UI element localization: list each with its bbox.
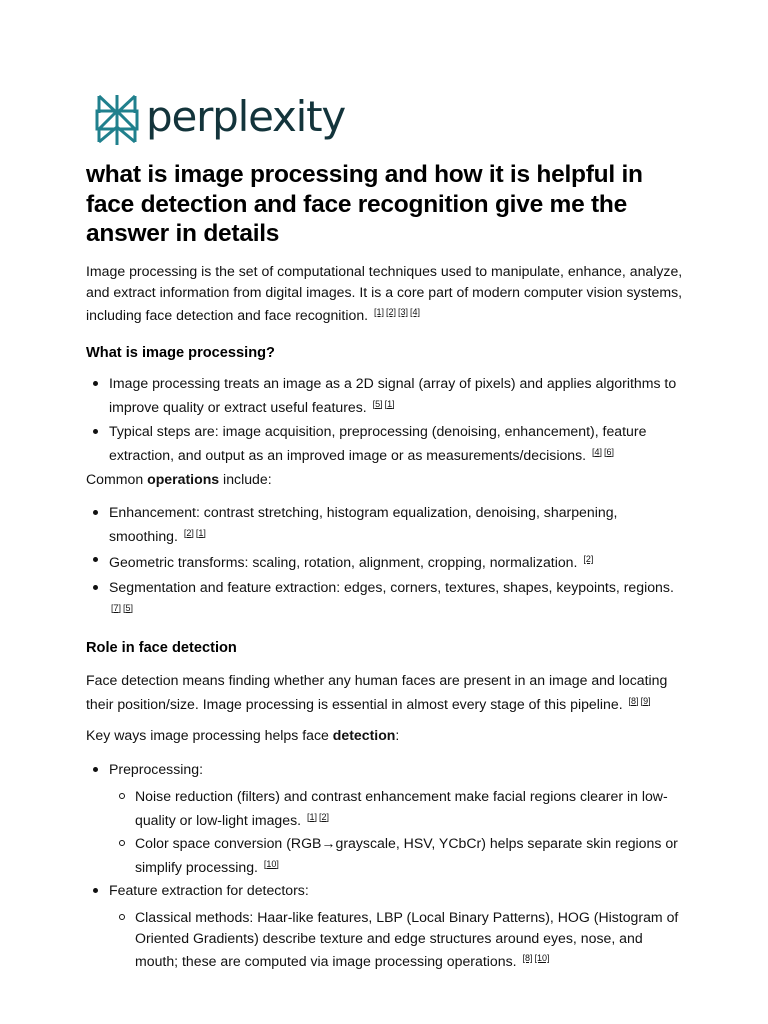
sub-list-item <box>135 907 685 972</box>
question-title: what is image processing and how it is helpful in face detection and face recognition give me the answer in details <box>86 161 643 247</box>
bullet-icon <box>93 888 98 893</box>
bullet-icon <box>93 381 98 386</box>
operations-intro-suffix: include: <box>219 471 272 487</box>
brand-wordmark: perplexity <box>146 92 346 141</box>
list-item <box>109 577 689 621</box>
citation-link[interactable]: [2] <box>386 307 397 317</box>
citation-link[interactable]: [8] <box>628 695 639 706</box>
key-ways-text: Key ways image processing helps face <box>86 727 333 743</box>
bullet-icon <box>93 557 98 562</box>
citation-link[interactable]: [4] <box>410 307 421 317</box>
citation-link[interactable]: [1] <box>374 307 385 317</box>
list-item <box>109 880 689 901</box>
list-item <box>109 759 689 780</box>
list-item <box>109 549 689 573</box>
operations-intro-text: Common <box>86 471 148 487</box>
bullet-icon <box>93 585 98 590</box>
list-item-text: Preprocessing: <box>109 761 204 777</box>
citation-link[interactable]: [10] <box>534 953 550 963</box>
citation-link[interactable]: [5] <box>372 398 383 409</box>
key-ways-intro <box>86 725 686 746</box>
citation-link[interactable]: [5] <box>123 602 134 613</box>
citation-link[interactable]: [2] <box>583 554 594 564</box>
bullet-icon <box>93 510 98 515</box>
operations-intro <box>86 469 686 490</box>
citation-link[interactable]: [1] <box>384 398 395 409</box>
face-detection-paragraph <box>86 670 686 714</box>
section-heading-face-detection: Role in face detection <box>86 640 237 656</box>
intro-text: Image processing is the set of computational techniques used to manipulate, enhance, analyze, and extract information from digital images. It is a core part of modern computer vision systems, including face detection and face recognition. <box>86 263 683 323</box>
bullet-icon <box>93 429 98 434</box>
list-item-text: Enhancement: contrast stretching, histogram equalization, denoising, sharpening, smoothing. <box>109 504 618 544</box>
list-item <box>109 421 689 465</box>
list-item-text: Feature extraction for detectors: <box>109 882 309 898</box>
list-item-text: Typical steps are: image acquisition, preprocessing (denoising, enhancement), feature extraction, and output as an improved image or as measurements/decisions. <box>109 423 647 463</box>
citation-link[interactable]: [10] <box>263 858 279 869</box>
citation-link[interactable]: [2] <box>319 811 330 822</box>
perplexity-logo <box>94 93 345 147</box>
intro-paragraph <box>86 261 686 326</box>
key-ways-bold: detection <box>332 727 396 743</box>
list-item-text: Classical methods: Haar-like features, LBP (Local Binary Patterns), HOG (Histogram of Oriented Gradients) describe texture and edge structures around eyes, nose, and mouth; these are computed via image processing operations. <box>135 909 679 969</box>
citation-link[interactable]: [6] <box>604 446 615 457</box>
perplexity-mark-icon <box>94 93 140 147</box>
circle-bullet-icon <box>119 914 125 920</box>
list-item-text: Segmentation and feature extraction: edges, corners, textures, shapes, keypoints, regions. <box>109 579 674 595</box>
paragraph-text: Face detection means finding whether any human faces are present in an image and locating their position/size. Image processing is essential in almost every stage of this pipeline. <box>86 672 668 712</box>
citation-link[interactable]: [9] <box>640 695 651 706</box>
list-item-text: Color space conversion (RGB→grayscale, HSV, YCbCr) helps separate skin regions or simplify processing. <box>135 835 678 875</box>
sub-list-item <box>135 833 685 877</box>
list-item <box>109 502 689 546</box>
operations-bold: operations <box>147 471 220 487</box>
list-item-text: Image processing treats an image as a 2D signal (array of pixels) and applies algorithms to improve quality or extract useful features. <box>109 375 677 415</box>
key-ways-suffix: : <box>395 727 400 743</box>
citation-link[interactable]: [1] <box>307 811 318 822</box>
citation-link[interactable]: [4] <box>592 446 603 457</box>
circle-bullet-icon <box>119 840 125 846</box>
circle-bullet-icon <box>119 793 125 799</box>
list-item-text: Geometric transforms: scaling, rotation, alignment, cropping, normalization. <box>109 554 578 570</box>
citation-link[interactable]: [1] <box>195 527 206 538</box>
citation-link[interactable]: [8] <box>522 953 533 963</box>
citation-link[interactable]: [3] <box>398 307 409 317</box>
bullet-icon <box>93 767 98 772</box>
sub-list-item <box>135 786 685 830</box>
list-item <box>109 373 689 417</box>
section-heading-image-processing: What is image processing? <box>86 345 275 361</box>
citation-link[interactable]: [7] <box>111 602 122 613</box>
citation-link[interactable]: [2] <box>183 527 194 538</box>
list-item-text: Noise reduction (filters) and contrast enhancement make facial regions clearer in low-quality or low-light images. <box>135 788 668 828</box>
